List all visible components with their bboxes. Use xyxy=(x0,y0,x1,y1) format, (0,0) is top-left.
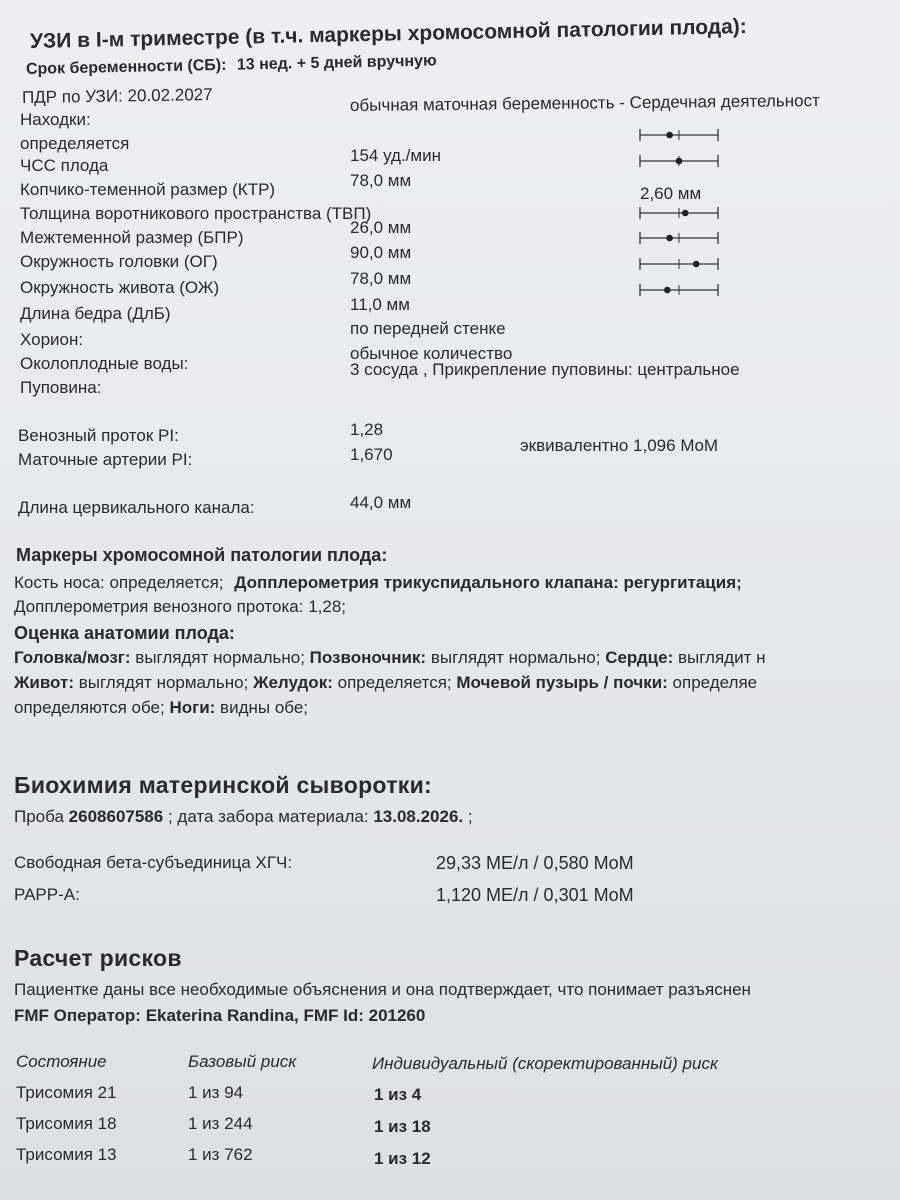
biochem-title: Биохимия материнской сыворотки: xyxy=(14,772,432,798)
cervix-label: Длина цервикального канала: xyxy=(18,498,255,517)
markers-title: Маркеры хромосомной патологии плода: xyxy=(16,545,388,565)
centile-marker xyxy=(666,132,673,139)
markers-line-1 xyxy=(14,573,742,593)
centile-bar xyxy=(636,256,722,272)
abdomen-value: выглядят нормально; xyxy=(78,673,249,692)
measure-label-fhr: ЧСС плода xyxy=(20,156,109,175)
centile-bar xyxy=(636,127,722,143)
anatomy-line-1 xyxy=(14,648,766,668)
sample-id: 2608607586 xyxy=(68,807,164,826)
edd-line xyxy=(22,85,213,108)
centile-marker xyxy=(664,287,671,294)
stomach-value: определяется; xyxy=(337,673,452,692)
measure-label-bpd: Межтеменной размер (БПР) xyxy=(20,228,244,247)
anatomy-line-2 xyxy=(14,673,757,693)
centile-bar xyxy=(636,230,722,246)
risk-condition: Трисомия 13 xyxy=(16,1145,117,1164)
chorion-value: по передней стенке xyxy=(350,319,506,338)
venous-label: Венозный проток PI: xyxy=(18,426,179,445)
edd-label: ПДР по УЗИ: xyxy=(21,86,123,107)
measure-label-ac: Окружность живота (ОЖ) xyxy=(20,278,220,297)
cord-label: Пуповина: xyxy=(20,378,102,397)
stomach-label: Желудок: xyxy=(253,673,333,692)
amniotic-label: Околоплодные воды: xyxy=(20,354,189,373)
term-line xyxy=(26,51,437,80)
risk-individual: 1 из 4 xyxy=(374,1085,422,1104)
risk-individual: 1 из 18 xyxy=(374,1117,431,1136)
measure-label-fl: Длина бедра (ДлБ) xyxy=(20,304,171,323)
measure-label-crl: Копчико-теменной размер (КТР) xyxy=(20,180,276,199)
amniotic-value: обычное количество xyxy=(350,344,513,363)
risk-condition: Трисомия 18 xyxy=(16,1114,117,1133)
sample-date-label: ; дата забора материала: xyxy=(167,807,369,826)
heart-label: Сердце: xyxy=(605,648,674,667)
risk-base: 1 из 244 xyxy=(188,1114,253,1133)
centile-marker xyxy=(676,158,683,165)
risk-condition: Трисомия 21 xyxy=(16,1083,117,1102)
centile-marker xyxy=(693,261,700,268)
sample-line xyxy=(14,807,473,827)
measure-label-hc: Окружность головки (ОГ) xyxy=(20,252,218,271)
venous-value: 1,28 xyxy=(350,420,384,439)
risk-base: 1 из 762 xyxy=(188,1145,253,1164)
sample-end: ; xyxy=(467,807,473,826)
spine-label: Позвоночник: xyxy=(309,648,427,667)
bladder-value: определяе xyxy=(672,673,758,692)
measure-value-ac: 78,0 мм xyxy=(350,269,412,288)
term-value: 13 нед. + 5 дней вручную xyxy=(236,52,437,74)
risk-individual: 1 из 12 xyxy=(374,1149,431,1168)
legs-label: Ноги: xyxy=(169,698,216,717)
risk-base: 1 из 94 xyxy=(188,1083,244,1102)
measure-value-fl: 11,0 мм xyxy=(350,295,410,314)
findings-value: обычная маточная беременность - Сердечная деятельност xyxy=(349,91,820,115)
edd-value: 20.02.2027 xyxy=(127,85,213,106)
pappa-label: PAPP-A: xyxy=(14,885,80,904)
anatomy-title: Оценка анатомии плода: xyxy=(14,623,235,643)
cord-value: 3 сосуда , Прикрепление пуповины: центральное xyxy=(350,360,740,379)
centile-bar xyxy=(636,153,722,169)
fmf-operator: FMF Оператор: Ekaterina Randina, FMF Id: 201260 xyxy=(14,1006,426,1025)
measure-value-nt: 2,60 мм xyxy=(640,184,702,203)
legs-value: видны обе; xyxy=(220,698,309,717)
anatomy-line-3 xyxy=(14,698,308,718)
kidneys-value: определяются обе; xyxy=(14,698,165,717)
ductus-doppler: Допплерометрия венозного протока: 1,28; xyxy=(14,597,346,616)
uterine-value: 1,670 xyxy=(350,445,393,464)
findings-label-2: определяется xyxy=(20,134,130,153)
cervix-value: 44,0 мм xyxy=(350,493,412,512)
head-value: выглядят нормально; xyxy=(135,648,305,667)
measure-value-fhr: 154 уд./мин xyxy=(350,146,441,165)
report-title: УЗИ в I-м триместре (в т.ч. маркеры хромосомной патологии плода): xyxy=(29,14,748,53)
bladder-label: Мочевой пузырь / почки: xyxy=(456,673,668,692)
sample-prefix: Проба xyxy=(14,807,64,826)
sample-date: 13.08.2026. xyxy=(373,807,464,826)
col-individual-risk: Индивидуальный (скоректированный) риск xyxy=(372,1054,718,1073)
uterine-mom: эквивалентно 1,096 MoM xyxy=(520,436,719,455)
hcg-value: 29,33 МЕ/л / 0,580 MoM xyxy=(436,853,634,873)
term-label: Срок беременности (СБ): xyxy=(25,56,227,78)
pappa-value: 1,120 МЕ/л / 0,301 MoM xyxy=(436,885,634,905)
findings-label: Находки: xyxy=(20,110,91,129)
heart-value: выглядит н xyxy=(677,648,766,667)
uterine-label: Маточные артерии PI: xyxy=(18,450,193,469)
measure-value-crl: 78,0 мм xyxy=(350,171,412,190)
tricuspid-doppler: Допплерометрия трикуспидального клапана: регургитация; xyxy=(234,573,742,592)
head-label: Головка/мозг: xyxy=(14,648,131,667)
centile-marker xyxy=(666,235,673,242)
col-condition: Состояние xyxy=(16,1052,107,1071)
hcg-label: Свободная бета-субъединица ХГЧ: xyxy=(14,853,293,872)
centile-bar xyxy=(636,282,722,298)
spine-value: выглядят нормально; xyxy=(430,648,601,667)
col-base-risk: Базовый риск xyxy=(188,1052,297,1071)
risk-explanation: Пациентке даны все необходимые объяснения и она подтверждает, что понимает разъяснен xyxy=(14,980,751,999)
centile-marker xyxy=(682,210,689,217)
measure-label-nt: Толщина воротникового пространства (ТВП) xyxy=(20,204,372,223)
chorion-label: Хорион: xyxy=(20,330,84,349)
nasal-bone: Кость носа: определяется; xyxy=(14,573,224,592)
risk-title: Расчет рисков xyxy=(14,945,182,971)
centile-bar xyxy=(636,205,722,221)
measure-value-bpd: 26,0 мм xyxy=(350,218,412,237)
abdomen-label: Живот: xyxy=(14,673,74,692)
measure-value-hc: 90,0 мм xyxy=(350,243,412,262)
